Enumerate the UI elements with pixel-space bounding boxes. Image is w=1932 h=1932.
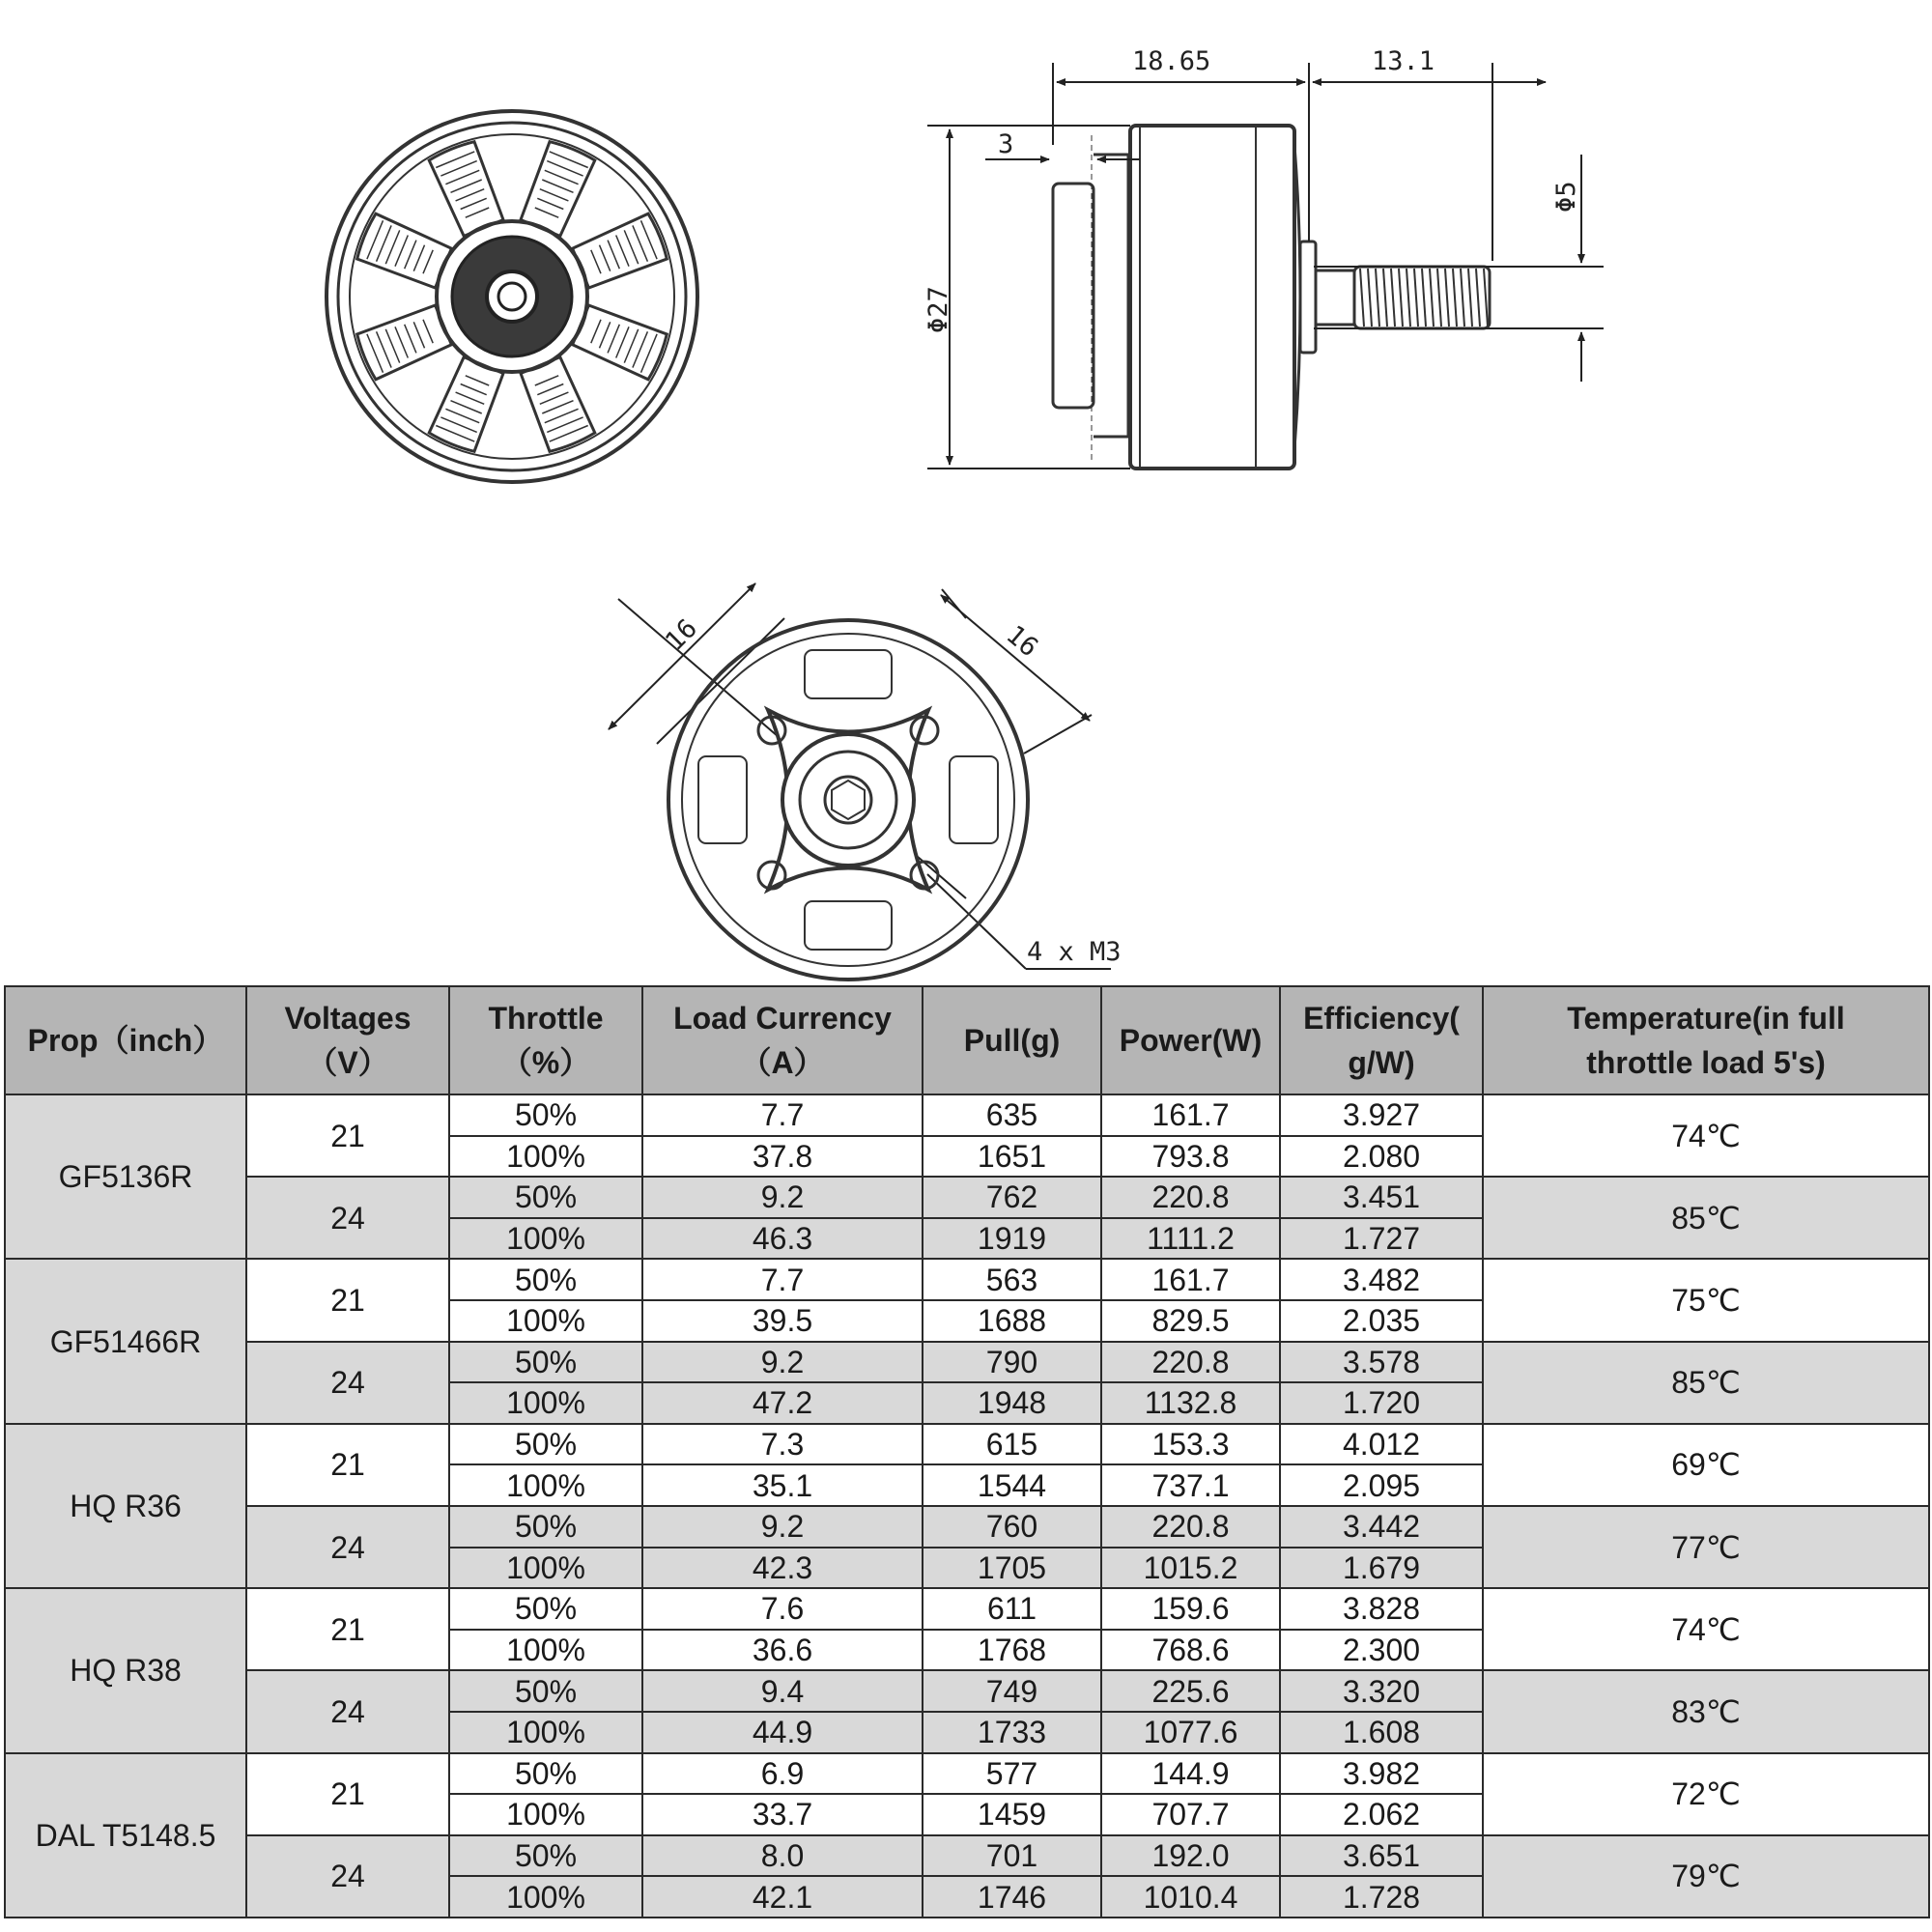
winding-line xyxy=(591,320,601,343)
winding-line xyxy=(456,189,485,201)
throttle-cell: 50% xyxy=(449,1588,642,1630)
table-row xyxy=(5,1342,1929,1383)
power-cell: 161.7 xyxy=(1101,1094,1280,1136)
temperature-cell: 72℃ xyxy=(1483,1753,1929,1835)
power-cell: 1015.2 xyxy=(1101,1548,1280,1589)
winding-line xyxy=(405,241,416,270)
throttle-cell: 50% xyxy=(449,1342,642,1383)
winding-line xyxy=(395,236,408,267)
power-cell: 1010.4 xyxy=(1101,1876,1280,1918)
pull-cell: 635 xyxy=(923,1094,1101,1136)
voltage-cell: 24 xyxy=(246,1342,449,1424)
prop-name-cell: DAL T5148.5 xyxy=(5,1753,246,1918)
throttle-cell: 50% xyxy=(449,1259,642,1300)
throttle-cell: 50% xyxy=(449,1424,642,1465)
throttle-cell: 100% xyxy=(449,1876,642,1918)
table-header-row xyxy=(5,986,1929,1094)
current-cell: 7.7 xyxy=(642,1259,923,1300)
current-cell: 7.3 xyxy=(642,1424,923,1465)
table-row xyxy=(5,1259,1929,1300)
current-cell: 33.7 xyxy=(642,1794,923,1835)
voltage-cell: 21 xyxy=(246,1753,449,1835)
throttle-cell: 100% xyxy=(449,1548,642,1589)
winding-line xyxy=(616,327,629,357)
winding-line xyxy=(591,250,601,273)
throttle-cell: 100% xyxy=(449,1464,642,1506)
eff-cell: 3.982 xyxy=(1280,1753,1483,1795)
eff-cell: 1.679 xyxy=(1280,1548,1483,1589)
throttle-cell: 50% xyxy=(449,1835,642,1877)
header-throttle: Throttle （%） xyxy=(449,986,642,1094)
dim-mount-screws: 4 x M3 xyxy=(1027,937,1122,967)
pull-cell: 1651 xyxy=(923,1136,1101,1178)
power-cell: 707.7 xyxy=(1101,1794,1280,1835)
shaft-thread-line xyxy=(1422,269,1426,327)
dim-mount-spacing-right: 16 xyxy=(1000,619,1044,664)
winding-line xyxy=(600,245,611,271)
shaft-thread-line xyxy=(1430,269,1434,327)
eff-cell: 1.727 xyxy=(1280,1218,1483,1260)
current-cell: 42.1 xyxy=(642,1876,923,1918)
header-temperature: Temperature(in full throttle load 5's) xyxy=(1483,986,1929,1094)
header-pull: Pull(g) xyxy=(923,986,1101,1094)
winding-line xyxy=(537,198,563,209)
current-cell: 6.9 xyxy=(642,1753,923,1795)
eff-cell: 3.320 xyxy=(1280,1670,1483,1712)
pull-cell: 1919 xyxy=(923,1218,1101,1260)
pull-cell: 1688 xyxy=(923,1300,1101,1342)
prop-name-cell: HQ R38 xyxy=(5,1588,246,1752)
stator-slot xyxy=(698,756,747,843)
current-cell: 9.2 xyxy=(642,1506,923,1548)
table-row xyxy=(5,1835,1929,1877)
shaft-thread-line xyxy=(1453,269,1457,327)
pull-cell: 760 xyxy=(923,1506,1101,1548)
eff-cell: 3.828 xyxy=(1280,1588,1483,1630)
prop-name-cell: GF51466R xyxy=(5,1259,246,1423)
temperature-cell: 74℃ xyxy=(1483,1094,1929,1177)
current-cell: 46.3 xyxy=(642,1218,923,1260)
dim-shaft-length: 13.1 xyxy=(1372,46,1435,76)
table-row xyxy=(5,1670,1929,1712)
dim-base-thickness: 3 xyxy=(998,129,1014,159)
voltage-cell: 24 xyxy=(246,1670,449,1752)
eff-cell: 1.728 xyxy=(1280,1876,1483,1918)
prop-name-cell: HQ R36 xyxy=(5,1424,246,1588)
shaft-thread-line xyxy=(1445,269,1449,327)
eff-cell: 3.482 xyxy=(1280,1259,1483,1300)
table-row xyxy=(5,1588,1929,1630)
throttle-cell: 100% xyxy=(449,1218,642,1260)
current-cell: 36.6 xyxy=(642,1630,923,1671)
winding-line xyxy=(466,208,489,217)
eff-cell: 4.012 xyxy=(1280,1424,1483,1465)
throttle-cell: 100% xyxy=(449,1300,642,1342)
table-row xyxy=(5,1753,1929,1795)
dimension-lines xyxy=(609,63,1604,969)
voltage-cell: 24 xyxy=(246,1506,449,1588)
shaft-thread-line xyxy=(1437,269,1441,327)
pull-cell: 615 xyxy=(923,1424,1101,1465)
table-row xyxy=(5,1424,1929,1465)
winding-line xyxy=(395,327,408,357)
header-voltage: Voltages （V） xyxy=(246,986,449,1094)
stator-slot xyxy=(805,650,892,698)
pull-cell: 749 xyxy=(923,1670,1101,1712)
eff-cell: 1.608 xyxy=(1280,1712,1483,1753)
voltage-cell: 24 xyxy=(246,1835,449,1918)
pull-cell: 1768 xyxy=(923,1630,1101,1671)
pull-cell: 1459 xyxy=(923,1794,1101,1835)
voltage-cell: 21 xyxy=(246,1259,449,1341)
power-cell: 220.8 xyxy=(1101,1342,1280,1383)
power-cell: 768.6 xyxy=(1101,1630,1280,1671)
pull-cell: 1705 xyxy=(923,1548,1101,1589)
temperature-cell: 85℃ xyxy=(1483,1342,1929,1424)
winding-line xyxy=(423,320,433,343)
voltage-cell: 21 xyxy=(246,1588,449,1670)
winding-line xyxy=(423,250,433,273)
throttle-cell: 50% xyxy=(449,1753,642,1795)
shaft-thread-line xyxy=(1468,269,1472,327)
winding-line xyxy=(461,384,487,395)
motor-bottom-view xyxy=(668,620,1028,980)
winding-line xyxy=(405,325,416,354)
voltage-cell: 24 xyxy=(246,1177,449,1259)
shaft-thread-line xyxy=(1376,269,1379,327)
pull-cell: 762 xyxy=(923,1177,1101,1218)
shaft-thread-line xyxy=(1391,269,1395,327)
temperature-cell: 77℃ xyxy=(1483,1506,1929,1588)
winding-line xyxy=(608,325,619,354)
throttle-cell: 100% xyxy=(449,1382,642,1424)
winding-line xyxy=(542,180,573,192)
header-prop: Prop（inch） xyxy=(5,986,246,1094)
pull-cell: 577 xyxy=(923,1753,1101,1795)
shaft-thread-line xyxy=(1461,269,1464,327)
winding-line xyxy=(466,376,489,385)
throttle-cell: 100% xyxy=(449,1136,642,1178)
throttle-cell: 50% xyxy=(449,1506,642,1548)
winding-line xyxy=(535,208,558,217)
power-cell: 161.7 xyxy=(1101,1259,1280,1300)
pull-cell: 1733 xyxy=(923,1712,1101,1753)
header-load-current: Load Currency （A） xyxy=(642,986,923,1094)
winding-line xyxy=(616,236,629,267)
current-cell: 9.2 xyxy=(642,1177,923,1218)
temperature-cell: 69℃ xyxy=(1483,1424,1929,1506)
current-cell: 35.1 xyxy=(642,1464,923,1506)
eff-cell: 2.035 xyxy=(1280,1300,1483,1342)
eff-cell: 2.062 xyxy=(1280,1794,1483,1835)
table-row xyxy=(5,1177,1929,1218)
stator-slot xyxy=(805,901,892,950)
eff-cell: 2.300 xyxy=(1280,1630,1483,1671)
pull-cell: 1544 xyxy=(923,1464,1101,1506)
dim-body-diameter: Φ27 xyxy=(923,286,953,333)
dim-total-length: 18.65 xyxy=(1132,46,1211,76)
winding-line xyxy=(600,322,611,348)
power-cell: 220.8 xyxy=(1101,1506,1280,1548)
winding-line xyxy=(542,401,573,413)
winding-line xyxy=(608,241,619,270)
power-cell: 153.3 xyxy=(1101,1424,1280,1465)
current-cell: 9.2 xyxy=(642,1342,923,1383)
power-cell: 829.5 xyxy=(1101,1300,1280,1342)
temperature-cell: 79℃ xyxy=(1483,1835,1929,1918)
table-row xyxy=(5,1506,1929,1548)
pull-cell: 611 xyxy=(923,1588,1101,1630)
current-cell: 44.9 xyxy=(642,1712,923,1753)
eff-cell: 1.720 xyxy=(1280,1382,1483,1424)
pull-cell: 1948 xyxy=(923,1382,1101,1424)
pull-cell: 563 xyxy=(923,1259,1101,1300)
winding-line xyxy=(413,322,424,348)
winding-line xyxy=(451,180,482,192)
voltage-cell: 21 xyxy=(246,1094,449,1177)
power-cell: 225.6 xyxy=(1101,1670,1280,1712)
throttle-cell: 50% xyxy=(449,1177,642,1218)
throttle-cell: 50% xyxy=(449,1670,642,1712)
shaft-thread-line xyxy=(1414,269,1418,327)
voltage-cell: 21 xyxy=(246,1424,449,1506)
current-cell: 37.8 xyxy=(642,1136,923,1178)
power-cell: 192.0 xyxy=(1101,1835,1280,1877)
stator-slot xyxy=(950,756,998,843)
power-cell: 1111.2 xyxy=(1101,1218,1280,1260)
power-cell: 220.8 xyxy=(1101,1177,1280,1218)
shaft-thread-line xyxy=(1399,269,1403,327)
current-cell: 9.4 xyxy=(642,1670,923,1712)
motor-top-view xyxy=(327,111,697,482)
temperature-cell: 74℃ xyxy=(1483,1588,1929,1670)
power-cell: 159.6 xyxy=(1101,1588,1280,1630)
header-efficiency: Efficiency( g/W) xyxy=(1280,986,1483,1094)
throttle-cell: 100% xyxy=(449,1712,642,1753)
throttle-cell: 50% xyxy=(449,1094,642,1136)
shaft-thread-line xyxy=(1406,269,1410,327)
eff-cell: 2.095 xyxy=(1280,1464,1483,1506)
performance-table xyxy=(4,985,1930,1918)
temperature-cell: 85℃ xyxy=(1483,1177,1929,1259)
eff-cell: 3.651 xyxy=(1280,1835,1483,1877)
eff-cell: 3.442 xyxy=(1280,1506,1483,1548)
shaft-thread-line xyxy=(1360,269,1364,327)
winding-line xyxy=(540,392,569,404)
throttle-cell: 100% xyxy=(449,1794,642,1835)
eff-cell: 2.080 xyxy=(1280,1136,1483,1178)
shaft-thread-line xyxy=(1476,269,1480,327)
shaft-thread-line xyxy=(1383,269,1387,327)
power-cell: 1077.6 xyxy=(1101,1712,1280,1753)
shaft-thread-line xyxy=(1484,269,1488,327)
current-cell: 7.6 xyxy=(642,1588,923,1630)
prop-name-cell: GF5136R xyxy=(5,1094,246,1259)
current-cell: 42.3 xyxy=(642,1548,923,1589)
winding-line xyxy=(535,376,558,385)
temperature-cell: 83℃ xyxy=(1483,1670,1929,1752)
temperature-cell: 75℃ xyxy=(1483,1259,1929,1341)
pull-cell: 1746 xyxy=(923,1876,1101,1918)
throttle-cell: 100% xyxy=(449,1630,642,1671)
pull-cell: 701 xyxy=(923,1835,1101,1877)
current-cell: 7.7 xyxy=(642,1094,923,1136)
winding-line xyxy=(461,198,487,209)
eff-cell: 3.927 xyxy=(1280,1094,1483,1136)
winding-line xyxy=(456,392,485,404)
winding-line xyxy=(413,245,424,271)
current-cell: 8.0 xyxy=(642,1835,923,1877)
pull-cell: 790 xyxy=(923,1342,1101,1383)
winding-line xyxy=(537,384,563,395)
eff-cell: 3.451 xyxy=(1280,1177,1483,1218)
winding-line xyxy=(540,189,569,201)
current-cell: 47.2 xyxy=(642,1382,923,1424)
winding-line xyxy=(451,401,482,413)
eff-cell: 3.578 xyxy=(1280,1342,1483,1383)
power-cell: 144.9 xyxy=(1101,1753,1280,1795)
dim-mount-spacing-left: 16 xyxy=(660,613,703,657)
table-row xyxy=(5,1094,1929,1136)
shaft-thread-line xyxy=(1368,269,1372,327)
performance-table-container xyxy=(4,985,1928,1932)
current-cell: 39.5 xyxy=(642,1300,923,1342)
power-cell: 737.1 xyxy=(1101,1464,1280,1506)
header-power: Power(W) xyxy=(1101,986,1280,1094)
motor-side-view xyxy=(1053,126,1490,469)
power-cell: 793.8 xyxy=(1101,1136,1280,1178)
power-cell: 1132.8 xyxy=(1101,1382,1280,1424)
dim-shaft-diameter: Φ5 xyxy=(1551,181,1581,213)
